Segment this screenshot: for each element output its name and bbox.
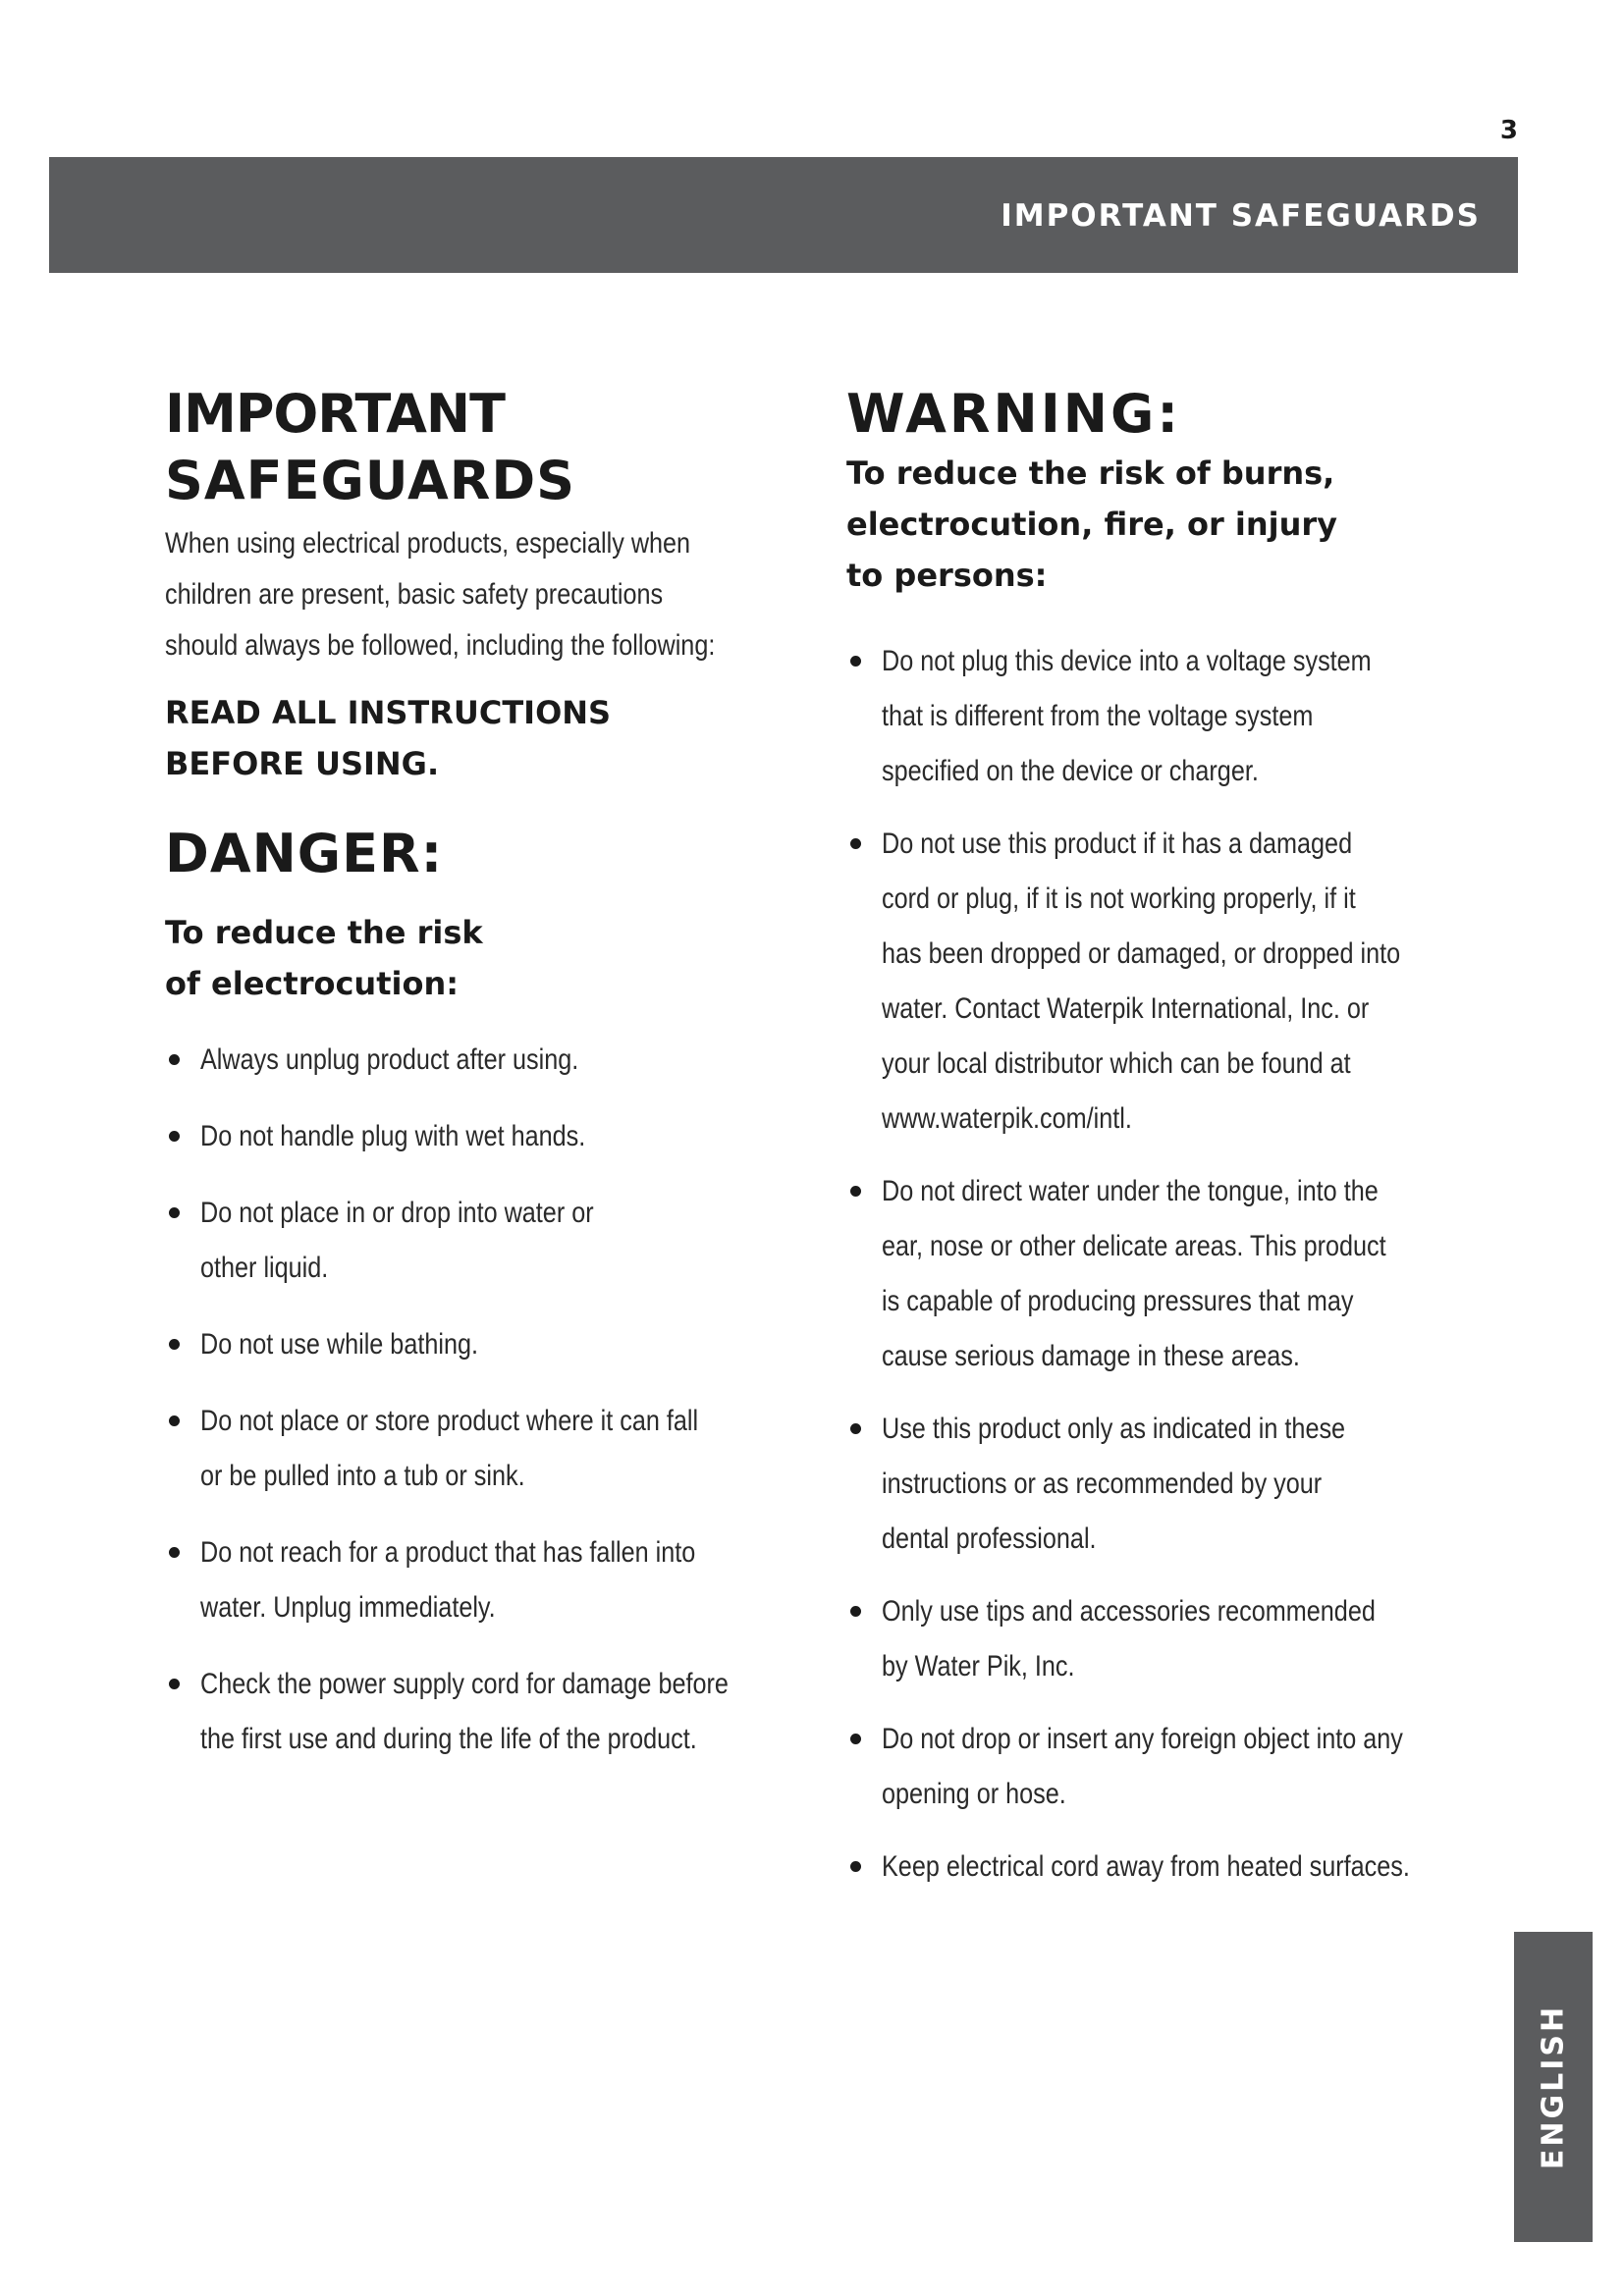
list-item-line: Do not use this product if it has a damaged — [882, 828, 1353, 860]
list-item — [846, 1584, 1475, 1694]
read-instructions — [165, 687, 813, 789]
list-item-line: cause serious damage in these areas. — [882, 1340, 1300, 1372]
list-item-line: Keep electrical cord away from heated surfaces. — [882, 1850, 1410, 1883]
intro-line: children are present, basic safety precautions — [165, 578, 664, 611]
header-bar — [49, 157, 1518, 273]
bullet-dot — [169, 1131, 180, 1142]
list-item-line: Do not place or store product where it can fall — [200, 1405, 699, 1437]
intro-paragraph — [165, 518, 813, 671]
list-item — [846, 817, 1475, 1147]
bullet-dot — [169, 1339, 180, 1350]
list-item — [165, 1033, 813, 1088]
list-item-line: Do not handle plug with wet hands. — [200, 1120, 586, 1152]
bullet-dot — [850, 656, 861, 667]
right-column — [846, 381, 1475, 1895]
important-title-line2: SAFEGUARDS — [165, 450, 576, 511]
list-item — [165, 1317, 813, 1372]
list-item-line: Do not direct water under the tongue, into the — [882, 1175, 1379, 1207]
intro-line: should always be followed, including the following: — [165, 629, 716, 662]
list-item-line: the first use and during the life of the product. — [200, 1723, 697, 1755]
list-item-line: Do not use while bathing. — [200, 1328, 478, 1361]
list-item — [165, 1109, 813, 1164]
list-item-line: instructions or as recommended by your — [882, 1468, 1323, 1500]
bullet-dot — [169, 1054, 180, 1065]
list-item-line: is capable of producing pressures that may — [882, 1285, 1354, 1317]
bullet-dot — [169, 1415, 180, 1426]
list-item-line: or be pulled into a tub or sink. — [200, 1460, 525, 1492]
list-item — [846, 1840, 1475, 1895]
header-title: IMPORTANT SAFEGUARDS — [1001, 198, 1481, 234]
bullet-dot — [850, 1606, 861, 1617]
list-item — [846, 1712, 1475, 1822]
list-item — [165, 1394, 813, 1504]
important-title-line1: IMPORTANT — [165, 383, 505, 445]
bullet-dot — [850, 838, 861, 849]
list-item-line: by Water Pik, Inc. — [882, 1650, 1075, 1682]
list-item-line: Do not reach for a product that has fallen into — [200, 1536, 696, 1569]
danger-list — [165, 1033, 813, 1767]
list-item-line: Always unplug product after using. — [200, 1043, 579, 1076]
list-item-line: other liquid. — [200, 1252, 329, 1284]
page-number: 3 — [1499, 116, 1518, 145]
language-tab — [1514, 1932, 1593, 2242]
list-item-line: Use this product only as indicated in these — [882, 1413, 1346, 1445]
list-item-line: opening or hose. — [882, 1778, 1066, 1810]
list-item — [846, 1402, 1475, 1567]
bullet-dot — [169, 1207, 180, 1218]
list-item — [165, 1186, 813, 1296]
bullet-dot — [850, 1186, 861, 1197]
list-item — [165, 1657, 813, 1767]
list-item-line: Only use tips and accessories recommended — [882, 1595, 1376, 1628]
warning-subheading-line: to persons: — [846, 557, 1048, 594]
list-item-line: Do not plug this device into a voltage system — [882, 645, 1372, 677]
list-item-line: that is different from the voltage system — [882, 700, 1314, 732]
list-item-line: specified on the device or charger. — [882, 755, 1259, 787]
bullet-dot — [850, 1734, 861, 1744]
left-column — [165, 381, 813, 1767]
list-item-line: has been dropped or damaged, or dropped into — [882, 937, 1401, 970]
list-item — [846, 634, 1475, 799]
read-instructions-line: READ ALL INSTRUCTIONS — [165, 694, 612, 731]
list-item-line: cord or plug, if it is not working properly, if it — [882, 882, 1356, 915]
intro-line: When using electrical products, especially when — [165, 527, 691, 560]
list-item-line: your local distributor which can be found at — [882, 1047, 1351, 1080]
warning-title: WARNING: — [846, 383, 1181, 445]
warning-subheading-line: electrocution, fire, or injury — [846, 506, 1338, 543]
list-item-line: Do not place in or drop into water or — [200, 1197, 594, 1229]
bullet-dot — [850, 1423, 861, 1434]
list-item — [846, 1164, 1475, 1384]
list-item-line: ear, nose or other delicate areas. This product — [882, 1230, 1386, 1262]
warning-subheading — [846, 448, 1475, 601]
bullet-dot — [850, 1861, 861, 1872]
language-tab-label: ENGLISH — [1536, 2003, 1571, 2170]
bullet-dot — [169, 1547, 180, 1558]
danger-subheading-line: To reduce the risk — [165, 914, 483, 951]
list-item-line: Check the power supply cord for damage before — [200, 1668, 729, 1700]
list-item-line: www.waterpik.com/intl. — [882, 1102, 1132, 1135]
list-item-line: water. Unplug immediately. — [200, 1591, 496, 1624]
bullet-dot — [169, 1679, 180, 1689]
danger-title: DANGER: — [165, 823, 444, 884]
read-instructions-line: BEFORE USING. — [165, 745, 440, 782]
danger-subheading-line: of electrocution: — [165, 965, 460, 1002]
warning-list — [846, 634, 1475, 1895]
list-item-line: Do not drop or insert any foreign object into any — [882, 1723, 1403, 1755]
list-item — [165, 1525, 813, 1635]
danger-subheading — [165, 907, 813, 1009]
list-item-line: dental professional. — [882, 1522, 1097, 1555]
list-item-line: water. Contact Waterpik International, Inc. or — [882, 992, 1370, 1025]
warning-subheading-line: To reduce the risk of burns, — [846, 454, 1335, 492]
